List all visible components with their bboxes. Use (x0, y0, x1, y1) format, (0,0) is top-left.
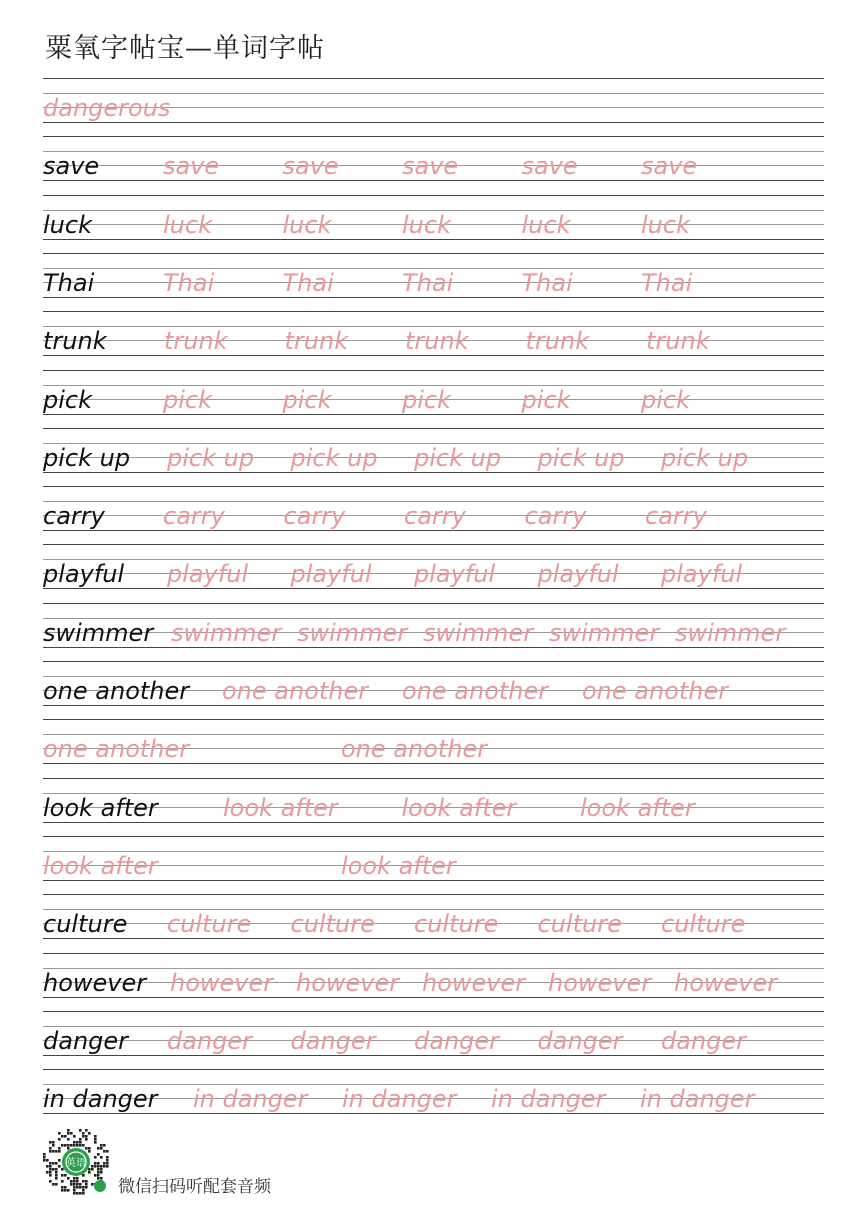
guide-line (43, 661, 824, 662)
trace-word: luck (402, 210, 451, 239)
model-word: Thai (43, 268, 95, 297)
guide-line (43, 1113, 824, 1114)
trace-word: swimmer (423, 618, 534, 647)
model-word: culture (43, 910, 128, 939)
guide-line (43, 486, 824, 487)
trace-word: one another (402, 677, 549, 705)
trace-word: carry (404, 502, 466, 531)
qr-code-icon[interactable] (40, 1126, 112, 1198)
trace-word: danger (537, 1026, 623, 1055)
guide-line (43, 880, 824, 881)
guide-line (43, 253, 824, 254)
model-word: in danger (43, 1085, 158, 1114)
guide-line (43, 763, 824, 764)
trace-word: save (641, 152, 698, 181)
model-word: pick up (43, 443, 131, 472)
trace-word: trunk (525, 327, 590, 356)
guide-line (43, 472, 824, 473)
footer-caption: 微信扫码听配套音频 (118, 1177, 271, 1197)
trace-word: playful (414, 560, 496, 589)
model-word: save (43, 152, 100, 181)
trace-word: culture (414, 910, 499, 939)
trace-word: one another (43, 735, 190, 764)
guide-line (43, 370, 824, 371)
trace-word: look after (341, 851, 456, 880)
trace-word: pick up (661, 443, 749, 472)
model-word: playful (43, 560, 125, 589)
trace-word: culture (167, 910, 252, 939)
trace-word: luck (163, 210, 212, 239)
trace-word: Thai (641, 268, 693, 297)
trace-word: dangerous (43, 94, 171, 122)
trace-word: however (674, 968, 778, 997)
trace-word: in danger (342, 1085, 457, 1114)
guide-line (43, 778, 824, 779)
trace-word: swimmer (171, 618, 282, 647)
trace-word: one another (341, 735, 488, 764)
trace-word: Thai (402, 268, 454, 297)
guide-line (43, 195, 824, 196)
guide-line (43, 938, 824, 939)
trace-word: carry (524, 502, 587, 531)
trace-word: trunk (646, 327, 710, 356)
trace-word: however (548, 968, 652, 997)
trace-word: swimmer (297, 618, 408, 647)
guide-line (43, 355, 824, 356)
trace-word: however (170, 968, 274, 997)
trace-word: save (521, 152, 578, 181)
guide-line (43, 180, 824, 181)
trace-word: trunk (284, 327, 349, 356)
trace-word: danger (290, 1026, 376, 1055)
trace-word: luck (521, 210, 571, 239)
trace-word: look after (223, 793, 338, 822)
guide-line (43, 311, 824, 312)
trace-word: Thai (282, 268, 334, 297)
guide-line (43, 603, 824, 604)
trace-word: playful (661, 560, 743, 589)
guide-line (43, 1011, 824, 1012)
guide-line (43, 894, 824, 895)
guide-line (43, 530, 824, 531)
trace-word: playful (290, 560, 372, 589)
trace-word: in danger (640, 1085, 755, 1114)
audio-dot-icon (94, 1180, 106, 1192)
model-word: swimmer (43, 618, 154, 647)
trace-word: culture (661, 910, 746, 939)
guide-line (43, 136, 824, 137)
trace-word: one another (222, 677, 369, 705)
model-word: look after (43, 793, 158, 822)
trace-word: pick up (537, 443, 625, 472)
trace-word: trunk (164, 327, 228, 356)
guide-line (43, 997, 824, 998)
trace-word: pick up (414, 443, 502, 472)
trace-word: danger (167, 1026, 253, 1055)
trace-word: Thai (163, 268, 215, 297)
trace-word: pick (282, 385, 332, 414)
trace-word: luck (282, 210, 332, 239)
badge-label: 英语 (66, 1158, 86, 1169)
guide-line (43, 428, 824, 429)
trace-word: playful (537, 560, 619, 589)
model-word: danger (43, 1026, 129, 1055)
trace-word: in danger (491, 1085, 606, 1114)
guide-line (43, 122, 824, 123)
trace-word: carry (163, 502, 225, 531)
trace-word: danger (661, 1026, 747, 1055)
guide-line (43, 297, 824, 298)
trace-word: look after (580, 793, 695, 822)
guide-line (43, 836, 824, 837)
model-word: however (43, 968, 147, 997)
trace-word: save (402, 152, 459, 181)
guide-line (43, 953, 824, 954)
trace-word: save (282, 152, 339, 181)
trace-word: culture (290, 910, 375, 939)
trace-word: swimmer (549, 618, 660, 647)
footer (40, 1126, 340, 1196)
trace-word: pick up (290, 443, 378, 472)
trace-word: however (296, 968, 400, 997)
trace-word: save (163, 152, 220, 181)
trace-word: pick (641, 385, 690, 414)
trace-word: luck (641, 210, 690, 239)
trace-word: carry (645, 502, 707, 531)
page-title: 粟氧字帖宝—单词字帖 (45, 33, 325, 64)
guide-line (43, 588, 824, 589)
trace-word: trunk (405, 327, 469, 356)
guide-line (43, 647, 824, 648)
trace-word: look after (43, 851, 158, 880)
guide-line (43, 705, 824, 706)
model-word: carry (43, 502, 105, 531)
guide-line (43, 544, 824, 545)
trace-word: swimmer (675, 618, 786, 647)
trace-word: pick (521, 385, 571, 414)
trace-word: one another (582, 677, 729, 705)
trace-word: in danger (193, 1085, 308, 1114)
trace-word: pick (163, 385, 212, 414)
model-word: one another (43, 677, 190, 705)
guide-line (43, 414, 824, 415)
trace-word: playful (167, 560, 249, 589)
trace-word: danger (414, 1026, 500, 1055)
guide-line (43, 78, 824, 79)
trace-word: culture (537, 910, 622, 939)
model-word: trunk (43, 327, 107, 356)
trace-word: pick up (167, 443, 255, 472)
guide-line (43, 822, 824, 823)
trace-word: look after (401, 793, 517, 822)
trace-word: carry (283, 502, 346, 531)
model-word: luck (43, 210, 92, 239)
trace-word: pick (402, 385, 451, 414)
guide-line (43, 1069, 824, 1070)
model-word: pick (43, 385, 92, 414)
guide-line (43, 1055, 824, 1056)
trace-word: Thai (521, 268, 573, 297)
practice-sheet (43, 0, 824, 1120)
guide-line (43, 719, 824, 720)
trace-word: however (422, 968, 526, 997)
guide-line (43, 239, 824, 240)
